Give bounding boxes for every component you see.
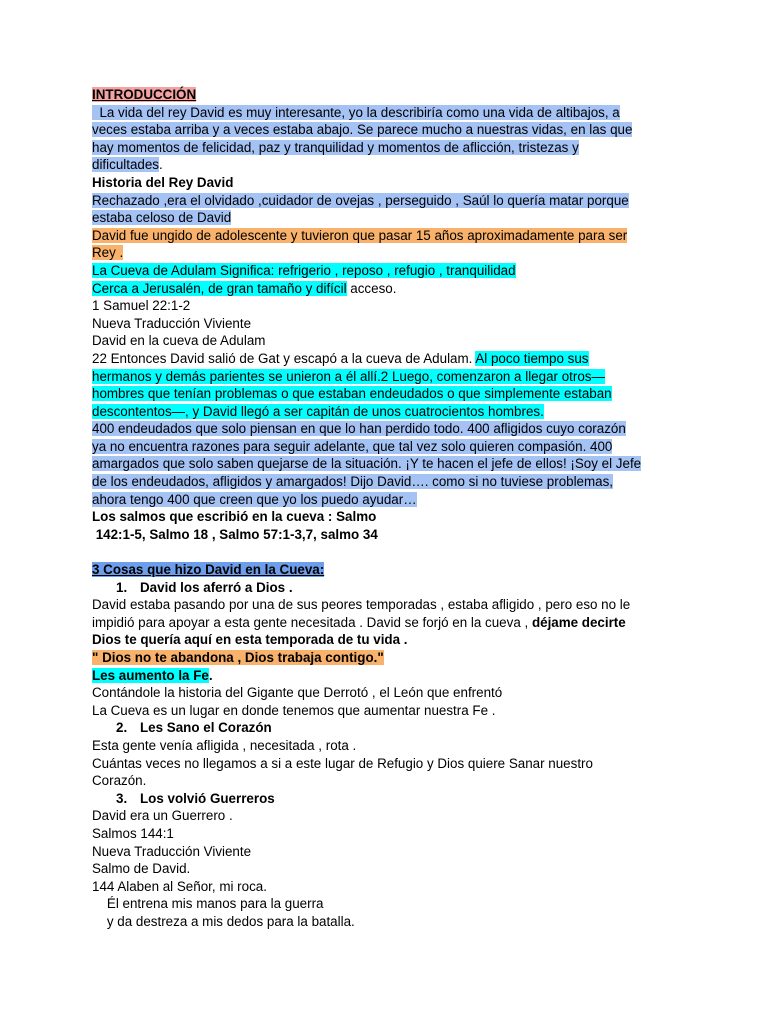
historia-line (92, 227, 692, 245)
list-item (92, 719, 692, 737)
list-number: 3. (116, 790, 128, 806)
ref-line (92, 350, 692, 368)
paragraph-line: Dios te quería aquí en esta temporada de tu vida . (92, 632, 408, 648)
paragraph-line (92, 667, 692, 685)
ref-version: Nueva Traducción Viviente (92, 315, 252, 331)
ref-line (92, 368, 692, 386)
reflexion-line (92, 438, 692, 456)
cosas-heading: 3 Cosas que hizo David en la Cueva: (92, 562, 325, 578)
paragraph-line: y da destreza a mis dedos para la batalla. (92, 913, 355, 929)
paragraph-line (92, 614, 692, 632)
reflexion-text: amargados que solo saben quejarse de la situación. ¡Y te hacen el jefe de ellos! ¡Soy el Jefe (92, 456, 642, 472)
intro-period: . (159, 157, 163, 173)
reflexion-line (92, 420, 692, 438)
paragraph-line: Salmo de David. (92, 861, 191, 877)
paragraph-line: Contándole la historia del Gigante que Derrotó , el León que enfrentó (92, 685, 503, 701)
paragraph-line: 144 Alaben al Señor, mi roca. (92, 878, 267, 894)
reflexion-text: 400 endeudados que solo piensan en que lo han perdido todo. 400 afligidos cuyo corazón (92, 421, 626, 437)
intro-heading-line (92, 86, 692, 104)
reflexion-text: ya no encuentra razones para seguir adelante, que tal vez solo quieren compasión. 400 (92, 438, 613, 454)
historia-text: Rey . (92, 245, 124, 261)
historia-text: estaba celoso de David (92, 210, 232, 226)
ref-line (92, 385, 692, 403)
reflexion-line (92, 473, 692, 491)
intro-text: hay momentos de felicidad, paz y tranquilidad y momentos de aflicción, tristezas y (92, 139, 579, 155)
paragraph-line: La Cueva es un lugar en donde tenemos que aumentar nuestra Fe . (92, 702, 496, 718)
ref-line (92, 403, 692, 421)
historia-line (92, 244, 692, 262)
reflexion-line (92, 455, 692, 473)
reflexion-line (92, 491, 692, 509)
paragraph-line: Esta gente venía afligida , necesitada , rota . (92, 737, 357, 753)
reflexion-text: de los endeudados, afligidos y amargados! Dijo David…. como si no tuviese problemas, (92, 474, 614, 490)
paragraph-line: Cuántas veces no llegamos a si a este lugar de Refugio y Dios quiere Sanar nuestro (92, 755, 593, 771)
paragraph-line: Salmos 144:1 (92, 825, 174, 841)
fe-period: . (208, 667, 213, 683)
list-title: David los aferró a Dios . (140, 579, 293, 595)
intro-line (92, 156, 692, 174)
fe-text: Les aumento la Fe (92, 667, 209, 683)
intro-line (92, 139, 692, 157)
historia-heading: Historia del Rey David (92, 174, 234, 190)
list-title: Los volvió Guerreros (140, 790, 275, 806)
quote-line (92, 649, 692, 667)
historia-text: acceso. (346, 280, 397, 296)
list-number: 2. (116, 720, 128, 736)
paragraph-line: David era un Guerrero . (92, 808, 233, 824)
historia-line (92, 192, 692, 210)
intro-text: veces estaba arriba y a veces estaba abajo. Se parece mucho a nuestras vidas, en las que (92, 122, 633, 138)
historia-text: David fue ungido de adolescente y tuvieron que pasar 15 años aproximadamente para ser (92, 227, 628, 243)
intro-text: dificultades (92, 157, 159, 173)
list-title: Les Sano el Corazón (140, 720, 272, 736)
cosas-heading-line (92, 561, 692, 579)
intro-text: La vida del rey David es muy interesante, yo la describiría como una vida de altibajos, a (92, 104, 620, 120)
document-body (92, 86, 692, 931)
paragraph-line: Nueva Traducción Viviente (92, 843, 252, 859)
historia-line (92, 280, 692, 298)
paragraph-line: David estaba pasando por una de sus peores temporadas , estaba afligido , pero eso no le (92, 597, 631, 613)
historia-line (92, 209, 692, 227)
salmos-line: 142:1-5, Salmo 18 , Salmo 57:1-3,7, salmo 34 (92, 526, 378, 542)
ref-text: hombres que tenían problemas o que estaban endeudados o que simplemente estaban (92, 386, 612, 402)
paragraph-text: impidió para apoyar a esta gente necesitada . David se forjó en la cueva , (92, 614, 532, 630)
intro-line (92, 104, 692, 122)
list-item (92, 790, 692, 808)
ref-text: descontentos—, y David llegó a ser capitán de unos cuatrocientos hombres. (92, 403, 544, 419)
intro-heading: INTRODUCCIÓN (92, 87, 197, 102)
list-item (92, 579, 692, 597)
quote-text: " Dios no te abandona , Dios trabaja contigo." (92, 650, 384, 665)
ref-text: Al poco tiempo sus (475, 350, 589, 366)
historia-text: Cerca a Jerusalén, de gran tamaño y difícil (92, 280, 347, 296)
historia-line (92, 262, 692, 280)
reflexion-text: ahora tengo 400 que creen que yo los puedo ayudar… (92, 491, 417, 507)
intro-line (92, 121, 692, 139)
ref-title: David en la cueva de Adulam (92, 333, 266, 349)
historia-text: La Cueva de Adulam Significa: refrigerio , reposo , refugio , tranquilidad (92, 262, 516, 278)
salmos-line: Los salmos que escribió en la cueva : Salmo (92, 509, 377, 525)
paragraph-bold: déjame decirte (531, 614, 626, 630)
spacer (92, 543, 692, 561)
paragraph-line: Corazón. (92, 773, 147, 789)
ref-citation: 1 Samuel 22:1-2 (92, 298, 191, 314)
historia-text: Rechazado ,era el olvidado ,cuidador de ovejas , perseguido , Saúl lo quería matar porque (92, 192, 629, 208)
paragraph-line: Él entrena mis manos para la guerra (92, 896, 324, 912)
ref-text: 22 Entonces David salió de Gat y escapó a la cueva de Adulam. (92, 350, 476, 366)
list-number: 1. (116, 579, 128, 595)
ref-text: hermanos y demás parientes se unieron a él allí.2 Luego, comenzaron a llegar otros— (92, 368, 605, 384)
